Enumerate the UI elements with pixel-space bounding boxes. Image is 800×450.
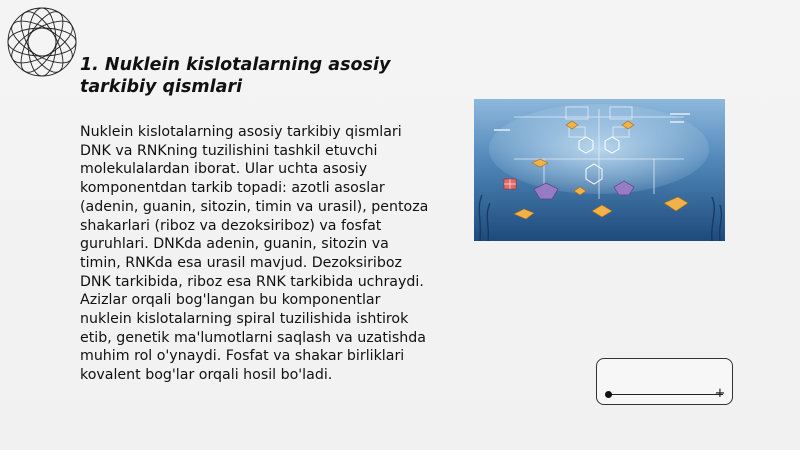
progress-track[interactable] [607,394,723,395]
slide-body-text: Nuklein kislotalarning asosiy tarkibiy qismlari DNK va RNKning tuzilishini tashkil etuvchi molekulalardan iborat. Ular uchta asosiy komponentdan tarkib topadi: azotli asoslar (adenin, guanin, sitozin, timin va urasil), pentoza shakarlari (riboz va dezoksiriboz) va fosfat guruhlari. DNKda adenin, guanin, sitozin va timin, RNKda esa urasil mavjud. Dezoksiriboz DNK tarkibida, riboz esa RNK tarkibida uchraydi. Azizlar orqali bog'langan bu komponentlar nuklein kislotalarning spiral tuzilishida ishtirok etib, genetik ma'lumotlarni saqlash va uzatishda muhim rol o'ynaydi. Fosfat va shakar birliklari kovalent bog'lar orqali hosil bo'ladi. [80,124,429,384]
slide-title: 1. Nuklein kislotalarning asosiy tarkibiy qismlari [80,55,391,97]
spirograph-logo-icon [4,4,80,80]
progress-handle[interactable] [605,391,612,398]
nucleotide-diagram-image [474,99,725,241]
plus-icon[interactable]: + [714,386,726,401]
media-progress-control[interactable] [596,358,733,405]
